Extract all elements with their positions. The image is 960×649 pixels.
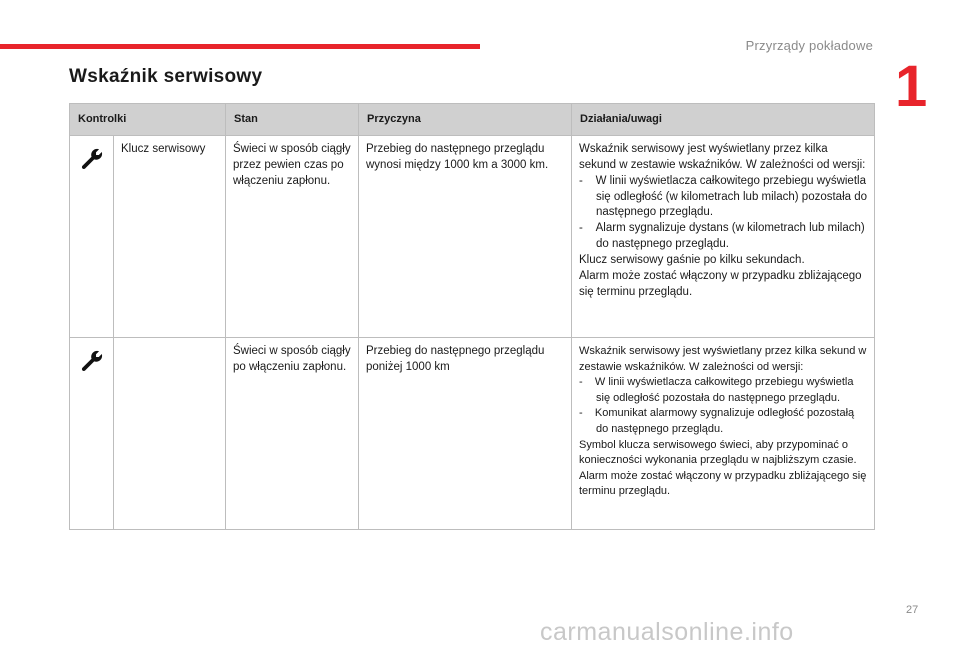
table-row — [70, 338, 875, 530]
table-row — [70, 136, 875, 338]
actions-cell — [572, 136, 875, 338]
page-title: Wskaźnik serwisowy — [69, 66, 263, 87]
section-header: Przyrządy pokładowe — [745, 38, 873, 53]
column-header-dzialania: Działania/uwagi — [572, 104, 875, 136]
top-accent-rule — [0, 44, 480, 49]
indicator-table — [69, 103, 875, 530]
actions-bullet: - Alarm sygnalizuje dystans (w kilometrach lub milach) do następnego przeglądu. — [579, 222, 865, 251]
wrench-icon — [81, 350, 103, 372]
icon-cell — [70, 136, 114, 338]
wrench-icon — [81, 148, 103, 170]
cause-cell: Przebieg do następnego przeglądu poniżej 1000 km — [359, 338, 572, 530]
actions-intro: Wskaźnik serwisowy jest wyświetlany przez kilka sekund w zestawie wskaźników. W zależności od wersji: — [579, 143, 866, 171]
chapter-number: 1 — [895, 54, 928, 119]
actions-bullet: - Komunikat alarmowy sygnalizuje odległość pozostałą do następnego przeglądu. — [579, 407, 855, 436]
watermark: carmanualsonline.info — [540, 618, 794, 646]
actions-note: Alarm może zostać włączony w przypadku zbliżającego się terminu przeglądu. — [579, 269, 862, 298]
indicator-name: Klucz serwisowy — [114, 136, 226, 338]
indicator-name — [114, 338, 226, 530]
column-header-stan: Stan — [226, 104, 359, 136]
state-cell: Świeci w sposób ciągły po włączeniu zapłonu. — [226, 338, 359, 530]
column-header-kontrolki: Kontrolki — [70, 104, 226, 136]
icon-cell — [70, 338, 114, 530]
actions-bullet: - W linii wyświetlacza całkowitego przebiegu wyświetla się odległość pozostała do następnego przeglądu. — [579, 376, 854, 404]
table-header-row — [70, 104, 875, 136]
actions-cell — [572, 338, 875, 530]
column-header-przyczyna: Przyczyna — [359, 104, 572, 136]
actions-note: Symbol klucza serwisowego świeci, aby przypominać o konieczności wykonania przeglądu w najbliższym czasie. — [579, 438, 857, 467]
page-number: 27 — [906, 604, 919, 616]
actions-intro: Wskaźnik serwisowy jest wyświetlany przez kilka sekund w zestawie wskaźników. W zależności od wersji: — [579, 345, 867, 373]
actions-bullet: - W linii wyświetlacza całkowitego przebiegu wyświetla się odległość (w kilometrach lub milach) pozostała do następnego przeglądu. — [579, 174, 868, 219]
state-cell: Świeci w sposób ciągły przez pewien czas po włączeniu zapłonu. — [226, 136, 359, 338]
cause-cell: Przebieg do następnego przeglądu wynosi między 1000 km a 3000 km. — [359, 136, 572, 338]
actions-note: Alarm może zostać włączony w przypadku zbliżającego się terminu przeglądu. — [579, 469, 867, 498]
actions-note: Klucz serwisowy gaśnie po kilku sekundach. — [579, 254, 805, 267]
